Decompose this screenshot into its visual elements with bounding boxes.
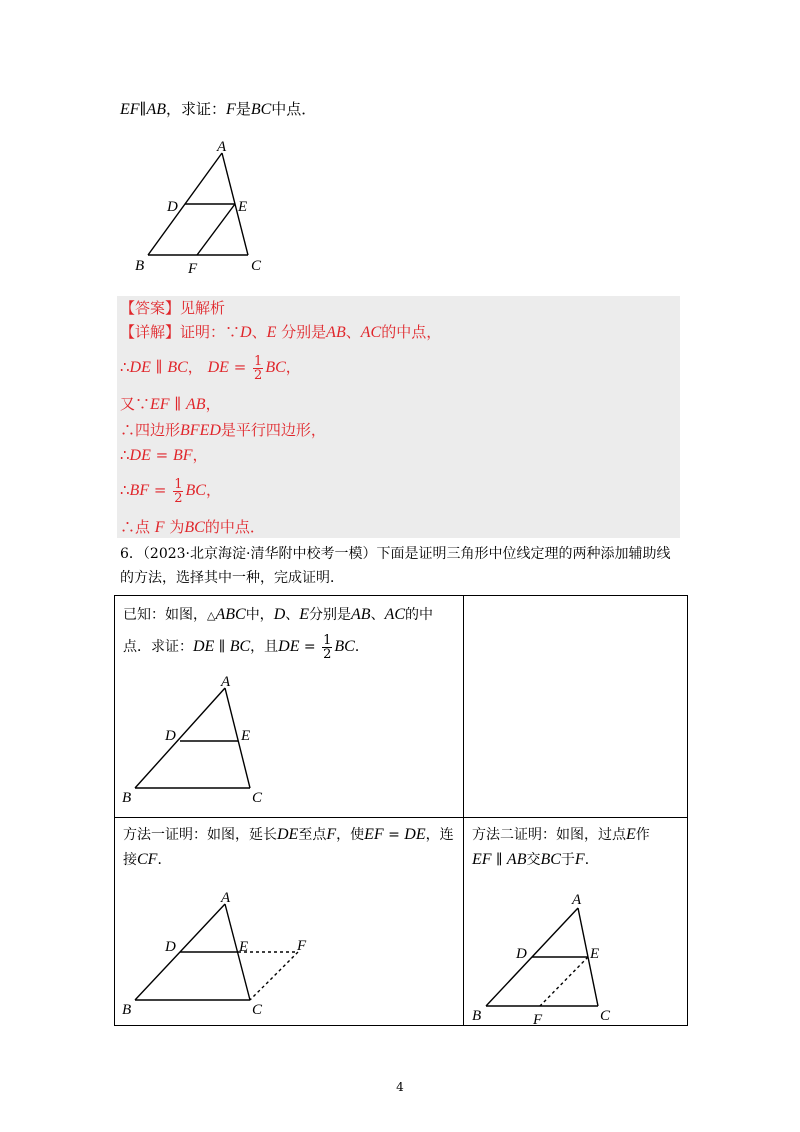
- answer-line: [120, 297, 225, 319]
- equals-symbol: =: [149, 481, 172, 499]
- label-a: A: [221, 674, 231, 690]
- equals-symbol: =: [383, 827, 405, 843]
- text: 至点: [298, 827, 327, 843]
- math-ef: EF: [120, 101, 140, 118]
- text: 接: [123, 852, 137, 868]
- math-f: F: [154, 519, 165, 536]
- math-bc: BC: [250, 101, 272, 118]
- text: 分别是: [309, 607, 352, 623]
- label-c: C: [251, 258, 262, 274]
- math-bc: BC: [265, 359, 286, 376]
- math-e: E: [626, 826, 636, 843]
- triangle-figure-method2: [470, 890, 630, 1025]
- math-bfed: BFED: [180, 422, 221, 439]
- segment-cf-dashed: [250, 952, 298, 1000]
- text: ，连: [425, 827, 454, 843]
- parallel-symbol: ∥: [150, 358, 168, 376]
- label-c: C: [252, 1002, 263, 1018]
- text-is: 是: [235, 100, 251, 118]
- text: 交: [526, 852, 541, 868]
- detail-line-6: [120, 475, 221, 506]
- page-number: 4: [396, 1080, 404, 1094]
- question-text: 下面是证明三角形中位线定理的两种添加辅助线: [376, 546, 671, 562]
- method2-line-2: [472, 849, 599, 871]
- text: 作: [635, 827, 650, 843]
- text: ，: [192, 446, 208, 464]
- text: 点．求证：: [123, 639, 193, 655]
- text: ，: [187, 358, 203, 376]
- text: 、: [345, 323, 361, 341]
- proof-table: [114, 595, 688, 1026]
- question-6-line-2: [120, 567, 344, 589]
- label-e: E: [241, 728, 251, 744]
- triangle-symbol: △: [207, 609, 216, 622]
- math-de: DE: [277, 826, 299, 843]
- math-e: E: [266, 324, 277, 341]
- text: 的中点，: [381, 323, 442, 341]
- math-ef: EF: [364, 826, 384, 843]
- text: 为: [164, 518, 185, 536]
- label-f: F: [297, 938, 307, 954]
- math-ab: AB: [186, 396, 206, 413]
- text: 中，: [245, 607, 274, 623]
- label-f: F: [533, 1012, 543, 1025]
- method1-line-1: [123, 824, 454, 846]
- text: 四边形: [135, 421, 181, 439]
- fraction-half: [173, 478, 183, 505]
- method1-line-2: [123, 849, 171, 871]
- math-d: D: [240, 324, 252, 341]
- label-b: B: [472, 1008, 482, 1024]
- math-bc: BC: [185, 482, 206, 499]
- math-de: DE: [404, 826, 426, 843]
- text: 于: [560, 852, 575, 868]
- math-bf: BF: [129, 482, 150, 499]
- equals-symbol: =: [228, 358, 252, 376]
- math-ab: AB: [146, 101, 167, 118]
- text: 又∵: [120, 395, 151, 413]
- triangle-figure-known: [120, 674, 280, 809]
- detail-line-1: [120, 321, 441, 344]
- therefore-symbol: ∴: [120, 421, 136, 439]
- numerator: 1: [323, 632, 332, 648]
- text: ．: [584, 852, 599, 868]
- math-f: F: [574, 851, 585, 868]
- side-ab: [135, 688, 225, 788]
- question-6-line-1: [120, 543, 670, 565]
- text: ．: [157, 852, 172, 868]
- label-c: C: [600, 1008, 611, 1024]
- math-ab: AB: [506, 851, 527, 868]
- text: 的中点．: [204, 518, 265, 536]
- label-c: C: [252, 790, 263, 806]
- math-de: DE: [129, 359, 151, 376]
- text: 、: [370, 607, 385, 623]
- math-bc: BC: [229, 638, 251, 655]
- answer-tag: 【答案】: [120, 299, 181, 317]
- detail-line-3: [120, 393, 221, 416]
- top-statement: [120, 98, 316, 121]
- text: ，: [205, 395, 221, 413]
- therefore-symbol: ∴: [120, 358, 130, 376]
- fraction-half: [322, 634, 332, 661]
- math-ab: AB: [351, 606, 371, 623]
- label-b: B: [122, 1002, 132, 1018]
- denominator: 2: [174, 490, 183, 506]
- text: 点: [135, 518, 155, 536]
- text: ，: [205, 481, 221, 499]
- math-ab: AB: [326, 324, 346, 341]
- math-abc: ABC: [215, 606, 246, 623]
- segment-ef-dashed: [540, 957, 588, 1006]
- label-d: D: [516, 946, 527, 962]
- math-f: F: [226, 101, 236, 118]
- numerator: 1: [174, 476, 183, 492]
- label-e: E: [239, 939, 249, 955]
- text: 方法二证明：如图，过点: [472, 827, 626, 843]
- math-bc: BC: [167, 359, 188, 376]
- denominator: 2: [323, 646, 332, 662]
- label-a: A: [221, 890, 231, 906]
- math-bf: BF: [172, 447, 193, 464]
- numerator: 1: [254, 353, 263, 369]
- therefore-symbol: ∴: [120, 481, 130, 499]
- label-f: F: [188, 261, 198, 277]
- question-text: 的方法，选择其中一种，完成证明．: [120, 570, 344, 586]
- math-ac: AC: [360, 324, 382, 341]
- label-d: D: [167, 199, 178, 215]
- equals-symbol: =: [150, 446, 173, 464]
- therefore-symbol: ∴: [120, 446, 130, 464]
- math-de: DE: [193, 638, 215, 655]
- label-a: A: [217, 139, 227, 155]
- math-ac: AC: [384, 606, 406, 623]
- math-de: DE: [207, 359, 229, 376]
- text: 、: [285, 607, 300, 623]
- math-ef: EF: [150, 396, 170, 413]
- detail-line-4: [120, 419, 326, 442]
- label-e: E: [590, 946, 600, 962]
- math-cf: CF: [137, 851, 158, 868]
- known-line-2: [123, 632, 369, 662]
- question-source: （2023·北京海淀·清华附中校考一模）: [142, 546, 377, 562]
- math-f: F: [326, 826, 337, 843]
- math-ef: EF: [472, 851, 492, 868]
- denominator: 2: [254, 367, 263, 383]
- text: 、: [251, 323, 267, 341]
- math-de: DE: [278, 638, 300, 655]
- math-e: E: [299, 606, 310, 623]
- segment-ef: [197, 204, 235, 255]
- triangle-figure-top: [130, 135, 280, 280]
- therefore-symbol: ∴: [120, 518, 136, 536]
- prove-label: ，求证：: [166, 100, 227, 118]
- label-e: E: [238, 199, 248, 215]
- cell-empty: [464, 596, 688, 818]
- text: 是平行四边形，: [220, 421, 326, 439]
- label-d: D: [165, 728, 176, 744]
- answer-text: 见解析: [180, 299, 226, 317]
- math-bc: BC: [334, 638, 355, 655]
- text: ，: [285, 358, 301, 376]
- text: ．: [354, 639, 369, 655]
- fraction-half: [253, 355, 263, 382]
- math-de: DE: [129, 447, 151, 464]
- detail-line-2: [120, 352, 301, 383]
- math-bc: BC: [184, 519, 205, 536]
- label-a: A: [572, 892, 582, 908]
- cell-known: [115, 596, 464, 818]
- math-bc: BC: [540, 851, 561, 868]
- math-d: D: [273, 606, 286, 623]
- text: 的中: [405, 607, 434, 623]
- text: ，使: [336, 827, 365, 843]
- text: 已知：如图，: [123, 607, 207, 623]
- question-number: 6．: [120, 546, 143, 562]
- label-b: B: [122, 790, 132, 806]
- parallel-symbol: ∥: [169, 395, 187, 413]
- detail-line-5: [120, 444, 208, 467]
- method2-line-1: [472, 824, 650, 846]
- detail-tag: 【详解】: [120, 323, 181, 341]
- equals-symbol: =: [299, 639, 321, 655]
- label-d: D: [165, 939, 176, 955]
- known-line-1: [123, 604, 433, 627]
- cell-method-2: [464, 818, 688, 1026]
- triangle-figure-method1: [120, 890, 340, 1020]
- label-b: B: [135, 258, 145, 274]
- parallel-symbol: ∥: [491, 852, 507, 868]
- text-midpoint: 中点．: [271, 100, 317, 118]
- detail-line-7: [120, 516, 265, 539]
- cell-method-1: [115, 818, 464, 1026]
- text: ，且: [250, 639, 279, 655]
- text: 方法一证明：如图，延长: [123, 827, 277, 843]
- text: 证明：∵: [180, 323, 241, 341]
- text: 分别是: [276, 323, 327, 341]
- parallel-symbol: ∥: [139, 100, 147, 118]
- parallel-symbol: ∥: [214, 639, 230, 655]
